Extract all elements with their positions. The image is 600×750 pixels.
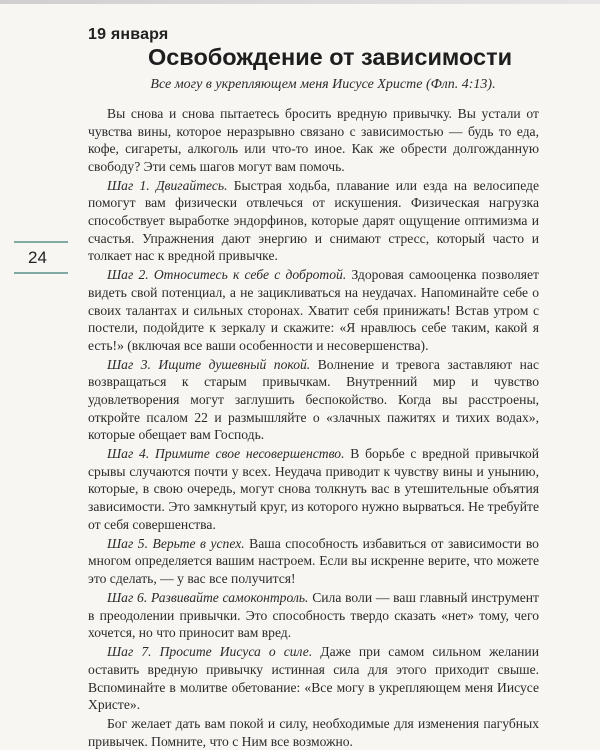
conclusion-paragraph: Бог желает дать вам покой и силу, необходимые для изменения пагубных привычек. Помните, что с Ним все возможно. <box>88 716 539 749</box>
page-number-marker <box>14 241 68 274</box>
page-date: 19 января <box>88 26 169 43</box>
step-2-paragraph <box>88 266 539 354</box>
page-number: 24 <box>28 248 47 267</box>
step-6-paragraph <box>88 589 539 642</box>
intro-paragraph: Вы снова и снова пытаетесь бросить вредную привычку. Вы устали от чувства вины, которое неразрывно связано с зависимостью — будь то еда, кофе, сигареты, алкоголь или что-то иное. Как же обрести долгожданную свободу? Эти семь шагов могут вам помочь. <box>88 106 539 174</box>
step-2-text: Здоровая самооценка позволяет видеть свой потенциал, а не зацикливаться на неудачах. Напоминайте себе о своих талантах и сильных сторонах. Хватит себя принижать! Встав утром с постели, подойдите к зеркалу и скажите: «Я нравлюсь себе таким, какой я есть!» (включая все ваши особенности и несовершенства). <box>88 267 539 353</box>
step-3-heading: Шаг 3. Ищите душевный покой. <box>107 356 311 372</box>
step-1-paragraph <box>88 177 539 265</box>
step-1-heading: Шаг 1. Двигайтесь. <box>107 177 228 193</box>
step-5-text: Ваша способность избавиться от зависимости во многом определяется вашим настроем. Если вы искренне верите, что можете это сделать, — у вас все получится! <box>88 535 539 586</box>
body-text <box>88 100 539 750</box>
page-number-rule-bottom <box>14 272 68 274</box>
step-7-heading: Шаг 7. Просите Иисуса о силе. <box>107 644 313 660</box>
step-7-text: Даже при самом сильном желании оставить вредную привычку истинная сила для этого приходит свыше. Вспоминайте в молитве обетование: «Все могу в укрепляющем меня Иисусе Христе». <box>88 644 539 713</box>
step-7-paragraph <box>88 643 539 713</box>
step-1-text: Быстрая ходьба, плавание или езда на велосипеде помогут вам физически отвлечься от искушения. Физическая нагрузка способствует выработке эндорфинов, которые дарят ощущение оптимизма и счастья. Упражнения дают энергию и снимают стресс, который часто и толкает нас к вредной привычке. <box>88 177 539 264</box>
step-3-paragraph <box>88 356 539 444</box>
epigraph: Все могу в укрепляющем меня Иисусе Христе (Флп. 4:13). <box>150 77 496 92</box>
step-2-heading: Шаг 2. Относитесь к себе с добротой. <box>107 267 347 283</box>
step-5-paragraph <box>88 535 539 588</box>
step-4-paragraph <box>88 445 539 533</box>
step-4-text: В борьбе с вредной привычкой срывы случаются почти у всех. Неудача приводит к чувству вины и унынию, которые, в свою очередь, могут снова толкнуть вас в утешительные объятия зависимости. Это замкнутый круг, из которого нужно вырваться. Не требуйте от себя совершенства. <box>88 446 539 532</box>
step-3-text: Волнение и тревога заставляют нас возвращаться к старым привычкам. Внутренний мир и чувство удовлетворения могут заглушить беспокойство. Когда вы расстроены, откройте псалом 22 и размышляйте о «злачных пажитях и тихих водах», которые обещает вам Господь. <box>88 356 539 443</box>
step-6-heading: Шаг 6. Развивайте самоконтроль. <box>107 590 309 606</box>
top-rule <box>0 0 600 4</box>
step-6-text: Сила воли — ваш главный инструмент в преодолении привычки. Это способность твердо сказать «нет» тому, чего хочется, но что приносит вам вред. <box>88 590 539 641</box>
step-4-heading: Шаг 4. Примите свое несовершенство. <box>107 446 345 462</box>
step-5-heading: Шаг 5. Верьте в успех. <box>107 535 245 551</box>
page-title: Освобождение от зависимости <box>147 44 513 70</box>
